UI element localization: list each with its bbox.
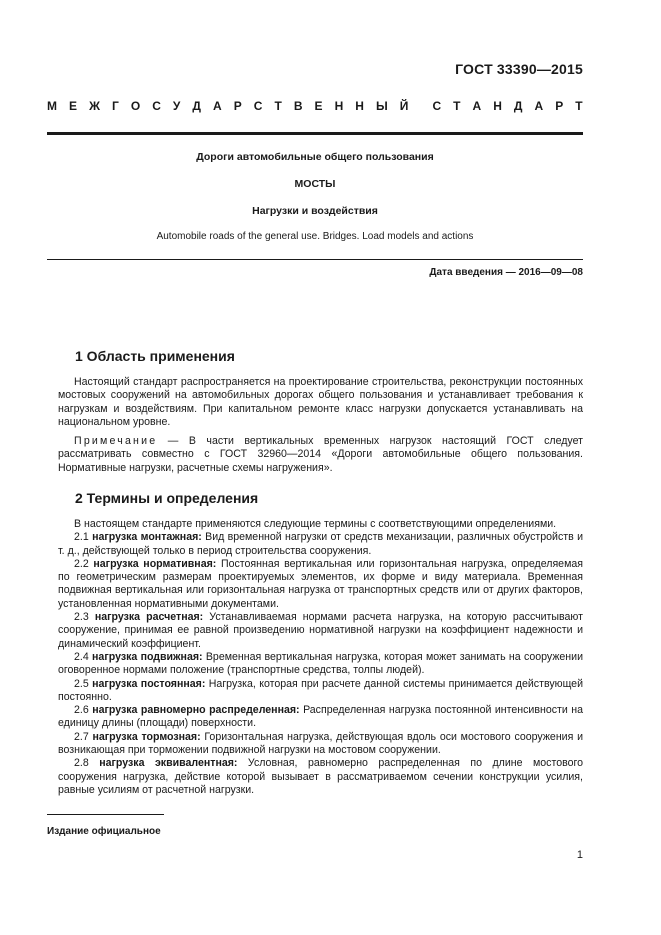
- term-definition: [58, 558, 583, 611]
- interstate-standard-heading: [47, 99, 583, 113]
- term-name: нагрузка монтажная:: [92, 531, 202, 544]
- term-text: Постоянная вертикальная или горизонтальная нагрузка, определяемая по геометрическим размерам проектируемых элементов, их форме и виду материала. Временная подвижная вертикальная или горизонтальная нагрузка от транспортных средств или от других факторов, установленная нормативными документами.: [58, 557, 583, 610]
- term-name: нагрузка тормозная:: [92, 730, 201, 743]
- interstate-letter: М: [47, 99, 57, 113]
- term-text: Распределенная нагрузка постоянной интенсивности на единицу длины (площади) поверхности.: [58, 704, 583, 730]
- interstate-letter: Г: [111, 99, 119, 113]
- interstate-letter: Р: [233, 99, 242, 113]
- interstate-letter: Е: [314, 99, 323, 113]
- document-number: ГОСТ 33390—2015: [455, 61, 583, 77]
- term-number: 2.6: [74, 704, 93, 717]
- interstate-letter: В: [293, 99, 303, 113]
- section-1-heading: [75, 348, 235, 364]
- scope-note: [58, 435, 583, 475]
- term-number: 2.2: [74, 557, 94, 570]
- term-definition: [58, 731, 583, 758]
- interstate-letter: Р: [555, 99, 564, 113]
- interstate-letter: Ы: [375, 99, 388, 113]
- term-name: нагрузка постоянная:: [92, 677, 206, 690]
- interstate-letter: Т: [274, 99, 282, 113]
- terms-intro: В настоящем стандарте применяются следующие термины с соответствующими определениями.: [74, 518, 557, 530]
- term-text: Нагрузка, которая при расчете данной системы принимается действующей постоянно.: [58, 677, 583, 703]
- term-name: нагрузка подвижная:: [92, 650, 203, 663]
- edition-label: Издание официальное: [47, 826, 161, 837]
- interstate-letter: Н: [334, 99, 344, 113]
- term-number: 2.4: [74, 650, 93, 663]
- interstate-letter: У: [172, 99, 181, 113]
- term-name: нагрузка эквивалентная:: [99, 757, 238, 770]
- terms-list: [58, 531, 583, 797]
- section-2-heading: [75, 490, 258, 506]
- term-definition: [58, 611, 583, 651]
- introduction-date: Дата введения — 2016—09—08: [429, 267, 583, 278]
- term-definition: [58, 678, 583, 705]
- note-label: Примечание: [74, 435, 158, 448]
- term-definition: [58, 531, 583, 558]
- term-number: 2.3: [74, 611, 95, 624]
- term-name: нагрузка нормативная:: [93, 557, 217, 570]
- english-title: Automobile roads of the general use. Bridges. Load models and actions: [156, 231, 474, 242]
- note-text: — В части вертикальных временных нагрузок настоящий ГОСТ следует рассматривать совместно с ГОСТ 32960—2014 «Дороги автомобильные общего пользования. Нормативные нагрузки, расчетные схемы нагружения».: [58, 435, 583, 474]
- title-divider: [47, 259, 583, 260]
- section-1-body: [58, 376, 583, 475]
- title-line-1: Дороги автомобильные общего пользования: [196, 151, 434, 163]
- footer-rule: [47, 814, 164, 815]
- term-text: Вид временной нагрузки от средств механизации, различных обустройств и т. д., действующей только в период строительства сооружения.: [58, 531, 583, 557]
- term-name: нагрузка равномерно распределенная:: [92, 704, 300, 717]
- term-definition: [58, 704, 583, 731]
- interstate-letter: Й: [399, 99, 409, 113]
- section-2-title: 2 Термины и определения: [75, 490, 259, 506]
- term-number: 2.5: [74, 677, 93, 690]
- interstate-letter: Т: [453, 99, 461, 113]
- interstate-letter: Д: [192, 99, 201, 113]
- interstate-letter: С: [253, 99, 263, 113]
- interstate-letter: Н: [355, 99, 364, 113]
- interstate-letter: А: [212, 99, 222, 113]
- term-name: нагрузка расчетная:: [94, 611, 204, 624]
- term-number: 2.7: [74, 730, 93, 743]
- interstate-letter: А: [534, 99, 544, 113]
- interstate-letter: С: [152, 99, 161, 113]
- term-text: Условная, равномерно распределенная по длине мостового сооружения нагрузка, действие которой вызывает в рассматриваемом сечении конструкции усилия, равные усилиям от расчетной нагрузки.: [58, 757, 584, 796]
- interstate-letter: Д: [513, 99, 523, 113]
- interstate-letter: Ж: [89, 99, 100, 113]
- interstate-letter: А: [472, 99, 482, 113]
- interstate-letter: С: [432, 99, 442, 113]
- term-text: Временная вертикальная нагрузка, которая может занимать на сооружении оговоренное нормами положение (транспортные средства, толпы людей).: [58, 650, 583, 677]
- term-number: 2.1: [74, 531, 93, 544]
- interstate-letter: Т: [575, 99, 583, 113]
- term-text: Устанавливаемая нормами расчета нагрузка, на которую рассчитывают сооружение, принимая ее равной произведению нормативной нагрузки на коэффициент надежности и динамический коэффициент.: [58, 611, 583, 650]
- term-number: 2.8: [74, 757, 100, 770]
- page-number: 1: [576, 849, 583, 861]
- interstate-letter: О: [130, 99, 141, 113]
- section-1-title: 1 Область применения: [75, 348, 235, 364]
- section-2-body: [58, 518, 583, 797]
- header-divider: [47, 132, 583, 135]
- term-text: Горизонтальная нагрузка, действующая вдоль оси мостового сооружения и возникающая при торможении подвижной нагрузки на мостовом сооружении.: [58, 730, 583, 757]
- term-definition: [58, 757, 583, 797]
- term-definition: [58, 651, 583, 678]
- interstate-letter: Е: [69, 99, 78, 113]
- interstate-letter: Н: [493, 99, 502, 113]
- scope-paragraph: Настоящий стандарт распространяется на проектирование строительства, реконструкции постоянных мостовых сооружений на автомобильных дорогах общего пользования и устанавливает требования к нагрузкам и воздействиям. При капитальном ремонте класс нагрузки допускается устанавливать на национальном уровне.: [58, 376, 583, 428]
- title-line-3: Нагрузки и воздействия: [252, 205, 378, 217]
- title-line-2: МОСТЫ: [294, 178, 336, 190]
